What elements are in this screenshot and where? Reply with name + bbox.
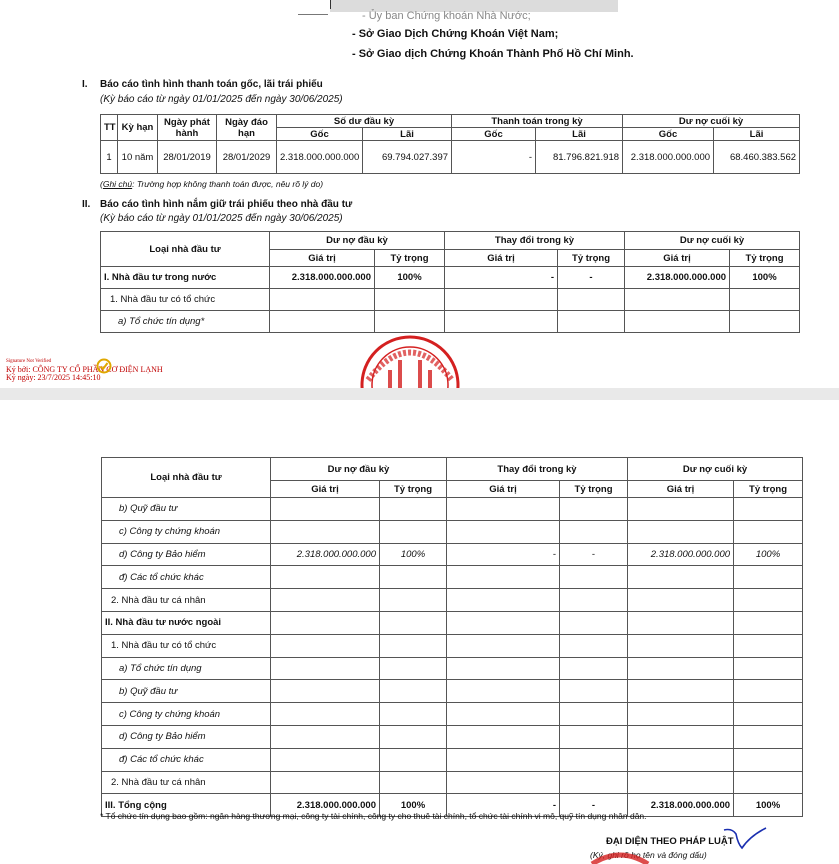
cell-thay-doi-ty-trong <box>560 634 628 657</box>
col-goc: Gốc <box>623 128 714 141</box>
company-stamp-icon <box>360 330 460 388</box>
cell-thay-doi-gia-tri <box>447 634 560 657</box>
cell-dau-ky-ty-trong <box>380 725 447 748</box>
cell-investor-type: đ) Các tổ chức khác <box>102 748 271 771</box>
header-underline <box>298 0 328 15</box>
col-goc: Gốc <box>277 128 363 141</box>
col-du-no-cuoi-ky: Dư nợ cuối kỳ <box>628 458 803 481</box>
cell-cuoi-ky-ty-trong: 100% <box>730 267 800 289</box>
cell-dau-ky-gia-tri <box>271 611 380 634</box>
cell-cuoi-ky-gia-tri: 2.318.000.000.000 <box>628 794 734 817</box>
payment-table <box>100 114 800 174</box>
cell-thay-doi-ty-trong <box>560 611 628 634</box>
cell-dau-ky-ty-trong: 100% <box>380 543 447 566</box>
recipient-line-1: - Sở Giao Dịch Chứng Khoán Việt Nam; <box>352 28 559 40</box>
cell-dau-ky-gia-tri <box>271 589 380 612</box>
cell-investor-type: 1. Nhà đầu tư có tổ chức <box>101 289 270 311</box>
cell-thay-doi-gia-tri <box>447 748 560 771</box>
cell-cuoi-ky-ty-trong: 100% <box>734 543 803 566</box>
recipient-line-2: - Sở Giao dịch Chứng Khoán Thành Phố Hồ Chí Minh. <box>352 48 634 60</box>
cell-investor-type: a) Tổ chức tín dụng* <box>101 311 270 333</box>
cell-dau-ky-gia-tri <box>271 725 380 748</box>
cell-cuoi-ky-ty-trong <box>734 657 803 680</box>
cell-investor-type: c) Công ty chứng khoán <box>102 703 271 726</box>
note-text: : Trường hợp không thanh toán được, nêu rõ lý do) <box>132 179 324 189</box>
cell-cuoi-ky-ty-trong <box>734 680 803 703</box>
col-lai: Lãi <box>363 128 452 141</box>
cell-investor-type: d) Công ty Bảo hiểm <box>102 543 271 566</box>
cell-thay-doi-ty-trong: - <box>558 267 625 289</box>
col-thay-doi: Thay đổi trong kỳ <box>445 232 625 250</box>
col-gia-tri: Giá trị <box>271 481 380 498</box>
company-stamp-2-icon <box>590 852 650 864</box>
cell-thay-doi-gia-tri <box>447 611 560 634</box>
cell-investor-type: đ) Các tổ chức khác <box>102 566 271 589</box>
cell-ky-han: 10 năm <box>118 141 158 174</box>
cell-dau-ky-gia-tri <box>271 703 380 726</box>
col-lai: Lãi <box>536 128 623 141</box>
cell-thay-doi-ty-trong <box>560 703 628 726</box>
cell-dau-ky-ty-trong <box>380 611 447 634</box>
cell-thay-doi-ty-trong <box>560 657 628 680</box>
cell-dau-ky-gia-tri: 2.318.000.000.000 <box>271 794 380 817</box>
cell-thay-doi-ty-trong <box>560 520 628 543</box>
document-page-2 <box>0 400 839 864</box>
col-tt: TT <box>101 115 118 141</box>
cell-tt: 1 <box>101 141 118 174</box>
cell-cuoi-ky-gia-tri <box>628 520 734 543</box>
cell-dau-ky-ty-trong <box>380 520 447 543</box>
cell-dau-ky-gia-tri <box>270 289 375 311</box>
cell-cuoi-goc: 2.318.000.000.000 <box>623 141 714 174</box>
table-row <box>102 566 803 589</box>
cell-thay-doi-ty-trong <box>560 725 628 748</box>
cell-cuoi-ky-gia-tri <box>628 634 734 657</box>
cell-thay-doi-gia-tri <box>447 771 560 794</box>
cell-thay-doi-ty-trong <box>560 589 628 612</box>
col-ngay-phat-hanh: Ngày phát hành <box>158 115 217 141</box>
cell-cuoi-lai: 68.460.383.562 <box>714 141 800 174</box>
document-page-1 <box>0 0 839 388</box>
col-gia-tri: Giá trị <box>625 250 730 267</box>
table-row <box>101 267 800 289</box>
col-du-no-dau-ky: Dư nợ đầu kỳ <box>270 232 445 250</box>
table-row <box>102 543 803 566</box>
cell-investor-type: b) Quỹ đầu tư <box>102 680 271 703</box>
cell-cuoi-ky-gia-tri <box>628 589 734 612</box>
cell-investor-type: 2. Nhà đầu tư cá nhân <box>102 771 271 794</box>
cell-dau-ky-gia-tri <box>271 680 380 703</box>
signature-date: Ký ngày: 23/7/2025 14:45:10 <box>6 373 101 382</box>
digital-signature <box>6 358 163 382</box>
cell-thay-doi-ty-trong: - <box>560 794 628 817</box>
cell-dao-han: 28/01/2029 <box>217 141 277 174</box>
col-gia-tri: Giá trị <box>270 250 375 267</box>
cell-tt-goc: - <box>452 141 536 174</box>
cell-dau-ky-ty-trong <box>375 289 445 311</box>
section-1-number: I. <box>82 79 88 90</box>
cell-cuoi-ky-ty-trong <box>734 520 803 543</box>
section-2-number: II. <box>82 199 91 210</box>
col-gia-tri: Giá trị <box>447 481 560 498</box>
col-du-no-cuoi-ky: Dư nợ cuối kỳ <box>625 232 800 250</box>
cell-thay-doi-gia-tri <box>447 725 560 748</box>
section-1-title: Báo cáo tình hình thanh toán gốc, lãi trái phiếu <box>100 79 323 90</box>
table-row <box>101 289 800 311</box>
cell-dau-ky-gia-tri <box>271 771 380 794</box>
cell-thay-doi-gia-tri: - <box>447 794 560 817</box>
cell-thay-doi-ty-trong <box>558 289 625 311</box>
table-row <box>102 498 803 521</box>
col-thay-doi: Thay đổi trong kỳ <box>447 458 628 481</box>
cell-thay-doi-gia-tri <box>447 703 560 726</box>
investor-table-part-2 <box>101 457 803 817</box>
cell-investor-type: c) Công ty chứng khoán <box>102 520 271 543</box>
cell-cuoi-ky-ty-trong <box>730 311 800 333</box>
cell-cuoi-ky-gia-tri <box>625 289 730 311</box>
cell-cuoi-ky-gia-tri <box>628 566 734 589</box>
footnote-credit-institutions: * Tổ chức tín dụng bao gồm: ngân hàng thương mại, công ty tài chính, công ty cho thuê tài chính, tổ chức tài chính vi mô, quỹ tín dụng nhân dân. <box>100 811 647 821</box>
cell-dau-ky-ty-trong <box>380 589 447 612</box>
cell-cuoi-ky-gia-tri <box>628 703 734 726</box>
cell-thay-doi-gia-tri: - <box>445 267 558 289</box>
cell-thay-doi-ty-trong <box>560 771 628 794</box>
cell-cuoi-ky-gia-tri <box>628 771 734 794</box>
pen-signature-icon <box>722 826 768 852</box>
cell-dau-ky-ty-trong <box>380 657 447 680</box>
cell-thay-doi-gia-tri <box>445 289 558 311</box>
col-ty-trong: Tỷ trọng <box>375 250 445 267</box>
table-row <box>101 141 800 174</box>
cell-dau-ky-ty-trong <box>380 771 447 794</box>
col-gia-tri: Giá trị <box>445 250 558 267</box>
cell-dau-ky-ty-trong: 100% <box>375 267 445 289</box>
cell-investor-type: III. Tổng cộng <box>102 794 271 817</box>
cell-cuoi-ky-gia-tri <box>628 725 734 748</box>
cell-thay-doi-ty-trong <box>560 680 628 703</box>
cell-dau-ky-ty-trong <box>380 680 447 703</box>
col-du-no-dau-ky: Dư nợ đầu kỳ <box>271 458 447 481</box>
section-1-note <box>100 179 323 189</box>
cell-cuoi-ky-ty-trong: 100% <box>734 794 803 817</box>
col-lai: Lãi <box>714 128 800 141</box>
cell-thay-doi-gia-tri <box>447 657 560 680</box>
cell-thay-doi-gia-tri <box>447 520 560 543</box>
recipient-cut-line: - Ủy ban Chứng khoán Nhà Nước; <box>362 10 531 22</box>
cell-dau-ky-gia-tri <box>271 566 380 589</box>
cell-dau-ky-ty-trong <box>380 748 447 771</box>
note-open: ( <box>100 179 103 189</box>
col-loai-nha-dau-tu: Loại nhà đầu tư <box>102 458 271 498</box>
col-ty-trong: Tỷ trọng <box>380 481 447 498</box>
cell-thay-doi-ty-trong <box>560 566 628 589</box>
cell-dau-ky-gia-tri <box>271 520 380 543</box>
cell-dau-ky-ty-trong: 100% <box>380 794 447 817</box>
cell-cuoi-ky-gia-tri: 2.318.000.000.000 <box>628 543 734 566</box>
cell-cuoi-ky-gia-tri <box>625 311 730 333</box>
cell-dau-ky-ty-trong <box>380 634 447 657</box>
cell-dau-ky-gia-tri: 2.318.000.000.000 <box>270 267 375 289</box>
table-row <box>102 657 803 680</box>
cell-investor-type: I. Nhà đầu tư trong nước <box>101 267 270 289</box>
cell-thay-doi-gia-tri: - <box>447 543 560 566</box>
section-1-subtitle: (Kỳ báo cáo từ ngày 01/01/2025 đến ngày 30/06/2025) <box>100 94 343 105</box>
cell-cuoi-ky-ty-trong <box>730 289 800 311</box>
table-row <box>102 589 803 612</box>
cell-cuoi-ky-gia-tri: 2.318.000.000.000 <box>625 267 730 289</box>
col-thanh-toan: Thanh toán trong kỳ <box>452 115 623 128</box>
table-row <box>102 725 803 748</box>
note-label: Ghi chú <box>102 179 133 189</box>
cell-dau-ky-gia-tri <box>271 748 380 771</box>
table-row <box>102 703 803 726</box>
table-row <box>102 748 803 771</box>
cell-cuoi-ky-ty-trong <box>734 703 803 726</box>
cell-dau-ky-gia-tri: 2.318.000.000.000 <box>271 543 380 566</box>
cell-dau-goc: 2.318.000.000.000 <box>277 141 363 174</box>
signature-signer: Ký bởi: CÔNG TY CỔ PHẦN CƠ ĐIỆN LẠNH <box>6 365 163 374</box>
cell-thay-doi-ty-trong <box>558 311 625 333</box>
col-goc: Gốc <box>452 128 536 141</box>
col-so-du-dau-ky: Số dư đầu kỳ <box>277 115 452 128</box>
cell-thay-doi-gia-tri <box>447 498 560 521</box>
col-ty-trong: Tỷ trọng <box>560 481 628 498</box>
cell-dau-ky-ty-trong <box>380 498 447 521</box>
col-gia-tri: Giá trị <box>628 481 734 498</box>
col-ngay-dao-han: Ngày đáo hạn <box>217 115 277 141</box>
cell-cuoi-ky-ty-trong <box>734 771 803 794</box>
cell-dau-ky-ty-trong <box>380 566 447 589</box>
cell-cuoi-ky-gia-tri <box>628 680 734 703</box>
cell-thay-doi-ty-trong: - <box>560 543 628 566</box>
cell-dau-ky-gia-tri <box>271 498 380 521</box>
cell-cuoi-ky-ty-trong <box>734 498 803 521</box>
section-2-subtitle: (Kỳ báo cáo từ ngày 01/01/2025 đến ngày 30/06/2025) <box>100 213 343 224</box>
cell-cuoi-ky-gia-tri <box>628 611 734 634</box>
cell-investor-type: b) Quỹ đầu tư <box>102 498 271 521</box>
table-row <box>102 611 803 634</box>
col-ty-trong: Tỷ trọng <box>730 250 800 267</box>
col-du-no-cuoi-ky: Dư nợ cuối kỳ <box>623 115 800 128</box>
signature-status: Signature Not Verified <box>6 359 52 364</box>
cell-investor-type: 2. Nhà đầu tư cá nhân <box>102 589 271 612</box>
cell-cuoi-ky-gia-tri <box>628 498 734 521</box>
signature-check-icon <box>96 358 112 374</box>
table-row <box>102 520 803 543</box>
cell-cuoi-ky-ty-trong <box>734 748 803 771</box>
cell-thay-doi-gia-tri <box>447 680 560 703</box>
col-ky-han: Kỳ hạn <box>118 115 158 141</box>
table-row <box>102 680 803 703</box>
col-ty-trong: Tỷ trọng <box>734 481 803 498</box>
table-row <box>102 634 803 657</box>
section-2-title: Báo cáo tình hình nắm giữ trái phiếu theo nhà đầu tư <box>100 199 353 210</box>
cell-thay-doi-gia-tri <box>445 311 558 333</box>
cell-dau-ky-ty-trong <box>380 703 447 726</box>
cell-thay-doi-gia-tri <box>447 589 560 612</box>
cell-investor-type: a) Tổ chức tín dụng <box>102 657 271 680</box>
legal-representative-subtitle: (Ký, ghi rõ họ tên và đóng dấu) <box>590 850 707 860</box>
col-loai-nha-dau-tu: Loại nhà đầu tư <box>101 232 270 267</box>
table-row <box>102 771 803 794</box>
cell-cuoi-ky-ty-trong <box>734 611 803 634</box>
cell-dau-ky-gia-tri <box>271 634 380 657</box>
cell-phat-hanh: 28/01/2019 <box>158 141 217 174</box>
cell-cuoi-ky-ty-trong <box>734 634 803 657</box>
legal-representative-title: ĐẠI DIỆN THEO PHÁP LUẬT <box>606 836 734 847</box>
cell-investor-type: d) Công ty Bảo hiểm <box>102 725 271 748</box>
cell-dau-lai: 69.794.027.397 <box>363 141 452 174</box>
cell-investor-type: 1. Nhà đầu tư có tổ chức <box>102 634 271 657</box>
investor-table-part-1 <box>100 231 800 333</box>
cell-cuoi-ky-ty-trong <box>734 725 803 748</box>
cell-dau-ky-gia-tri <box>271 657 380 680</box>
text-cursor <box>330 0 331 9</box>
cell-investor-type: II. Nhà đầu tư nước ngoài <box>102 611 271 634</box>
cell-tt-lai: 81.796.821.918 <box>536 141 623 174</box>
cell-cuoi-ky-gia-tri <box>628 748 734 771</box>
cell-thay-doi-gia-tri <box>447 566 560 589</box>
col-ty-trong: Tỷ trọng <box>558 250 625 267</box>
cell-cuoi-ky-gia-tri <box>628 657 734 680</box>
cell-thay-doi-ty-trong <box>560 748 628 771</box>
cell-cuoi-ky-ty-trong <box>734 589 803 612</box>
cell-thay-doi-ty-trong <box>560 498 628 521</box>
cell-cuoi-ky-ty-trong <box>734 566 803 589</box>
cell-dau-ky-gia-tri <box>270 311 375 333</box>
